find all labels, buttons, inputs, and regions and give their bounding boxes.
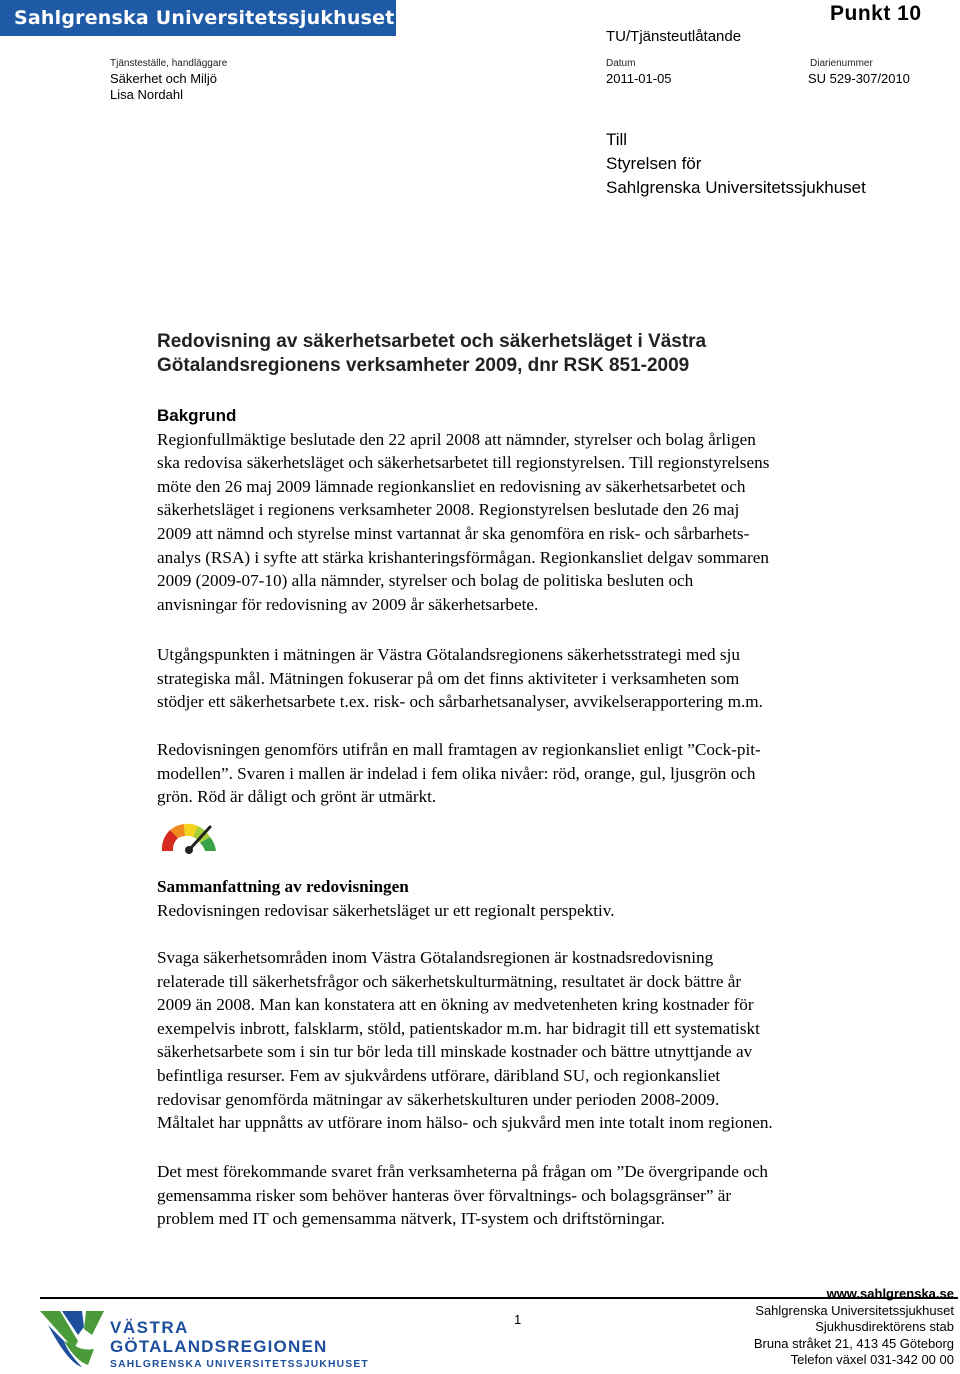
- registration-number: SU 529-307/2010: [808, 71, 910, 86]
- date-value: 2011-01-05: [606, 71, 672, 86]
- unit-value: Säkerhet och Miljö: [110, 71, 217, 86]
- body-line: strategiska mål. Mätningen fokuserar på om det finns aktiviteter i verksamheten som: [157, 668, 740, 688]
- address-line: Styrelsen för: [606, 154, 702, 173]
- body-line: modellen”. Svaren i mallen är indelad i fem olika nivåer: röd, orange, gul, ljusgrön och: [157, 763, 756, 783]
- recipient-address: [606, 128, 866, 200]
- body-line: relaterade till säkerhetsfrågor och säkerhetskulturmätning, resultatet är dock bättre år: [157, 971, 742, 991]
- body-line: ska redovisa säkerhetsläget och säkerhetsarbetet till regionstyrelsen. Till regionstyrelsens: [157, 453, 770, 473]
- unit-label: Tjänsteställe, handläggare: [110, 58, 228, 69]
- website-link[interactable]: www.sahlgrenska.se: [826, 1286, 954, 1301]
- body-line: grön. Röd är dåligt och grönt är utmärkt.: [157, 787, 437, 807]
- body-line: möte den 26 maj 2009 lämnade regionkansliet en redovisning av säkerhetsarbetet och: [157, 476, 746, 496]
- registration-label: Diarienummer: [810, 58, 873, 69]
- department: Sjukhusdirektörens stab: [815, 1319, 954, 1334]
- body-line: Måltalet har uppnåtts av utförare inom hälso- och sjukvård men inte totalt inom regionen.: [157, 1113, 773, 1133]
- body-line: Regionfullmäktige beslutade den 22 april 2008 att nämnder, styrelser och bolag årligen: [157, 429, 756, 449]
- section-sammanfattning: [157, 875, 902, 922]
- region-emblem-icon: [40, 1311, 104, 1367]
- body-line: Svaga säkerhetsområden inom Västra Götalandsregionen är kostnadsredovisning: [157, 948, 714, 967]
- body-line: redovisar genomförda mätningar av säkerhetskulturen under perioden 2008-2009.: [157, 1089, 720, 1109]
- document-title: [157, 330, 706, 378]
- footer-contact: [754, 1286, 954, 1369]
- body-line: analys (RSA) i syfte att stärka krishanteringsförmågan. Regionkansliet delgav sommaren: [157, 547, 769, 567]
- title-line: Redovisning av säkerhetsarbetet och säkerhetsläget i Västra: [157, 331, 707, 352]
- body-line: 2009 än 2008. Man kan konstatera att en ökning av medvetenheten kring kostnader för: [157, 995, 754, 1015]
- postal-address: Bruna stråket 21, 413 45 Göteborg: [753, 1335, 954, 1351]
- page-number: 1: [514, 1312, 522, 1327]
- paragraph-utgangspunkt: [157, 643, 902, 714]
- logo-text-sahlgrenska: SAHLGRENSKA UNIVERSITETSSJUKHUSET: [110, 1359, 369, 1370]
- body-line: säkerhetsarbete som i sin tur bör leda till minskade kostnader och bättre utnyttjande av: [157, 1042, 753, 1062]
- body-line: 2009 att nämnd och styrelse minst vartannat år ska genomföra en risk- och sårbarhets-: [157, 523, 750, 543]
- logo-text-vastra: VÄSTRA: [110, 1318, 189, 1337]
- body-line: exempelvis inbrott, falsklarm, stöld, patientskador m.m. har bidragit till ett systematiskt: [157, 1018, 760, 1038]
- org-name: Sahlgrenska Universitetssjukhuset: [755, 1302, 954, 1318]
- paragraph-redovisning: [157, 738, 902, 809]
- body-line: Utgångspunkten i mätningen är Västra Götalandsregionens säkerhetsstrategi med sju: [157, 645, 740, 664]
- title-line: Götalandsregionens verksamheter 2009, dnr RSK 851-2009: [157, 355, 690, 376]
- section-bakgrund: [157, 404, 902, 616]
- vastra-gotalandsregionen-logo: [38, 1305, 378, 1371]
- body-line: Redovisningen redovisar säkerhetsläget ur ett regionalt perspektiv.: [157, 900, 615, 920]
- section-heading: Bakgrund: [157, 406, 237, 425]
- body-line: befintliga resurser. Fem av sjukvårdens utförare, däribland SU, och regionkansliet: [157, 1065, 721, 1085]
- brand-bar: [0, 0, 396, 36]
- handler-value: Lisa Nordahl: [110, 87, 183, 102]
- body-line: problem med IT och gemensamma nätverk, IT-system och driftstörningar.: [157, 1209, 665, 1229]
- logo-text-gotalandsregionen: GÖTALANDSREGIONEN: [110, 1337, 328, 1356]
- date-label: Datum: [606, 58, 636, 69]
- address-line: Till: [606, 130, 628, 149]
- section-heading: Sammanfattning av redovisningen: [157, 877, 409, 896]
- body-line: Det mest förekommande svaret från verksamheterna på frågan om ”De övergripande och: [157, 1162, 769, 1181]
- brand-name: Sahlgrenska Universitetssjukhuset: [14, 7, 395, 29]
- body-line: säkerhetsläget i regionens verksamheter 2008. Regionstyrelsen beslutade den 26 maj: [157, 500, 740, 520]
- address-line: Sahlgrenska Universitetssjukhuset: [606, 178, 866, 197]
- body-line: Redovisningen genomförs utifrån en mall framtagen av regionkansliet enligt ”Cock-pit-: [157, 740, 761, 759]
- phone-number: Telefon växel 031-342 00 00: [790, 1352, 954, 1367]
- body-line: stödjer ett säkerhetsarbete t.ex. risk- och sårbarhetsanalyser, avvikelserapportering m.m.: [157, 692, 763, 712]
- agenda-item-number: Punkt 10: [830, 2, 922, 25]
- document-type: TU/Tjänsteutlåtande: [606, 28, 742, 45]
- cockpit-gauge-icon: [158, 813, 220, 855]
- body-line: 2009 (2009-07-10) alla nämnder, styrelser och bolag de politiska besluten och: [157, 571, 694, 591]
- body-line: anvisningar för redovisning av 2009 år säkerhetsarbete.: [157, 594, 539, 614]
- body-line: gemensamma risker som behöver hanteras över förvaltnings- och bolagsgränser” är: [157, 1185, 732, 1205]
- paragraph-vanligaste-svar: [157, 1160, 902, 1231]
- paragraph-svaga-omraden: [157, 946, 902, 1135]
